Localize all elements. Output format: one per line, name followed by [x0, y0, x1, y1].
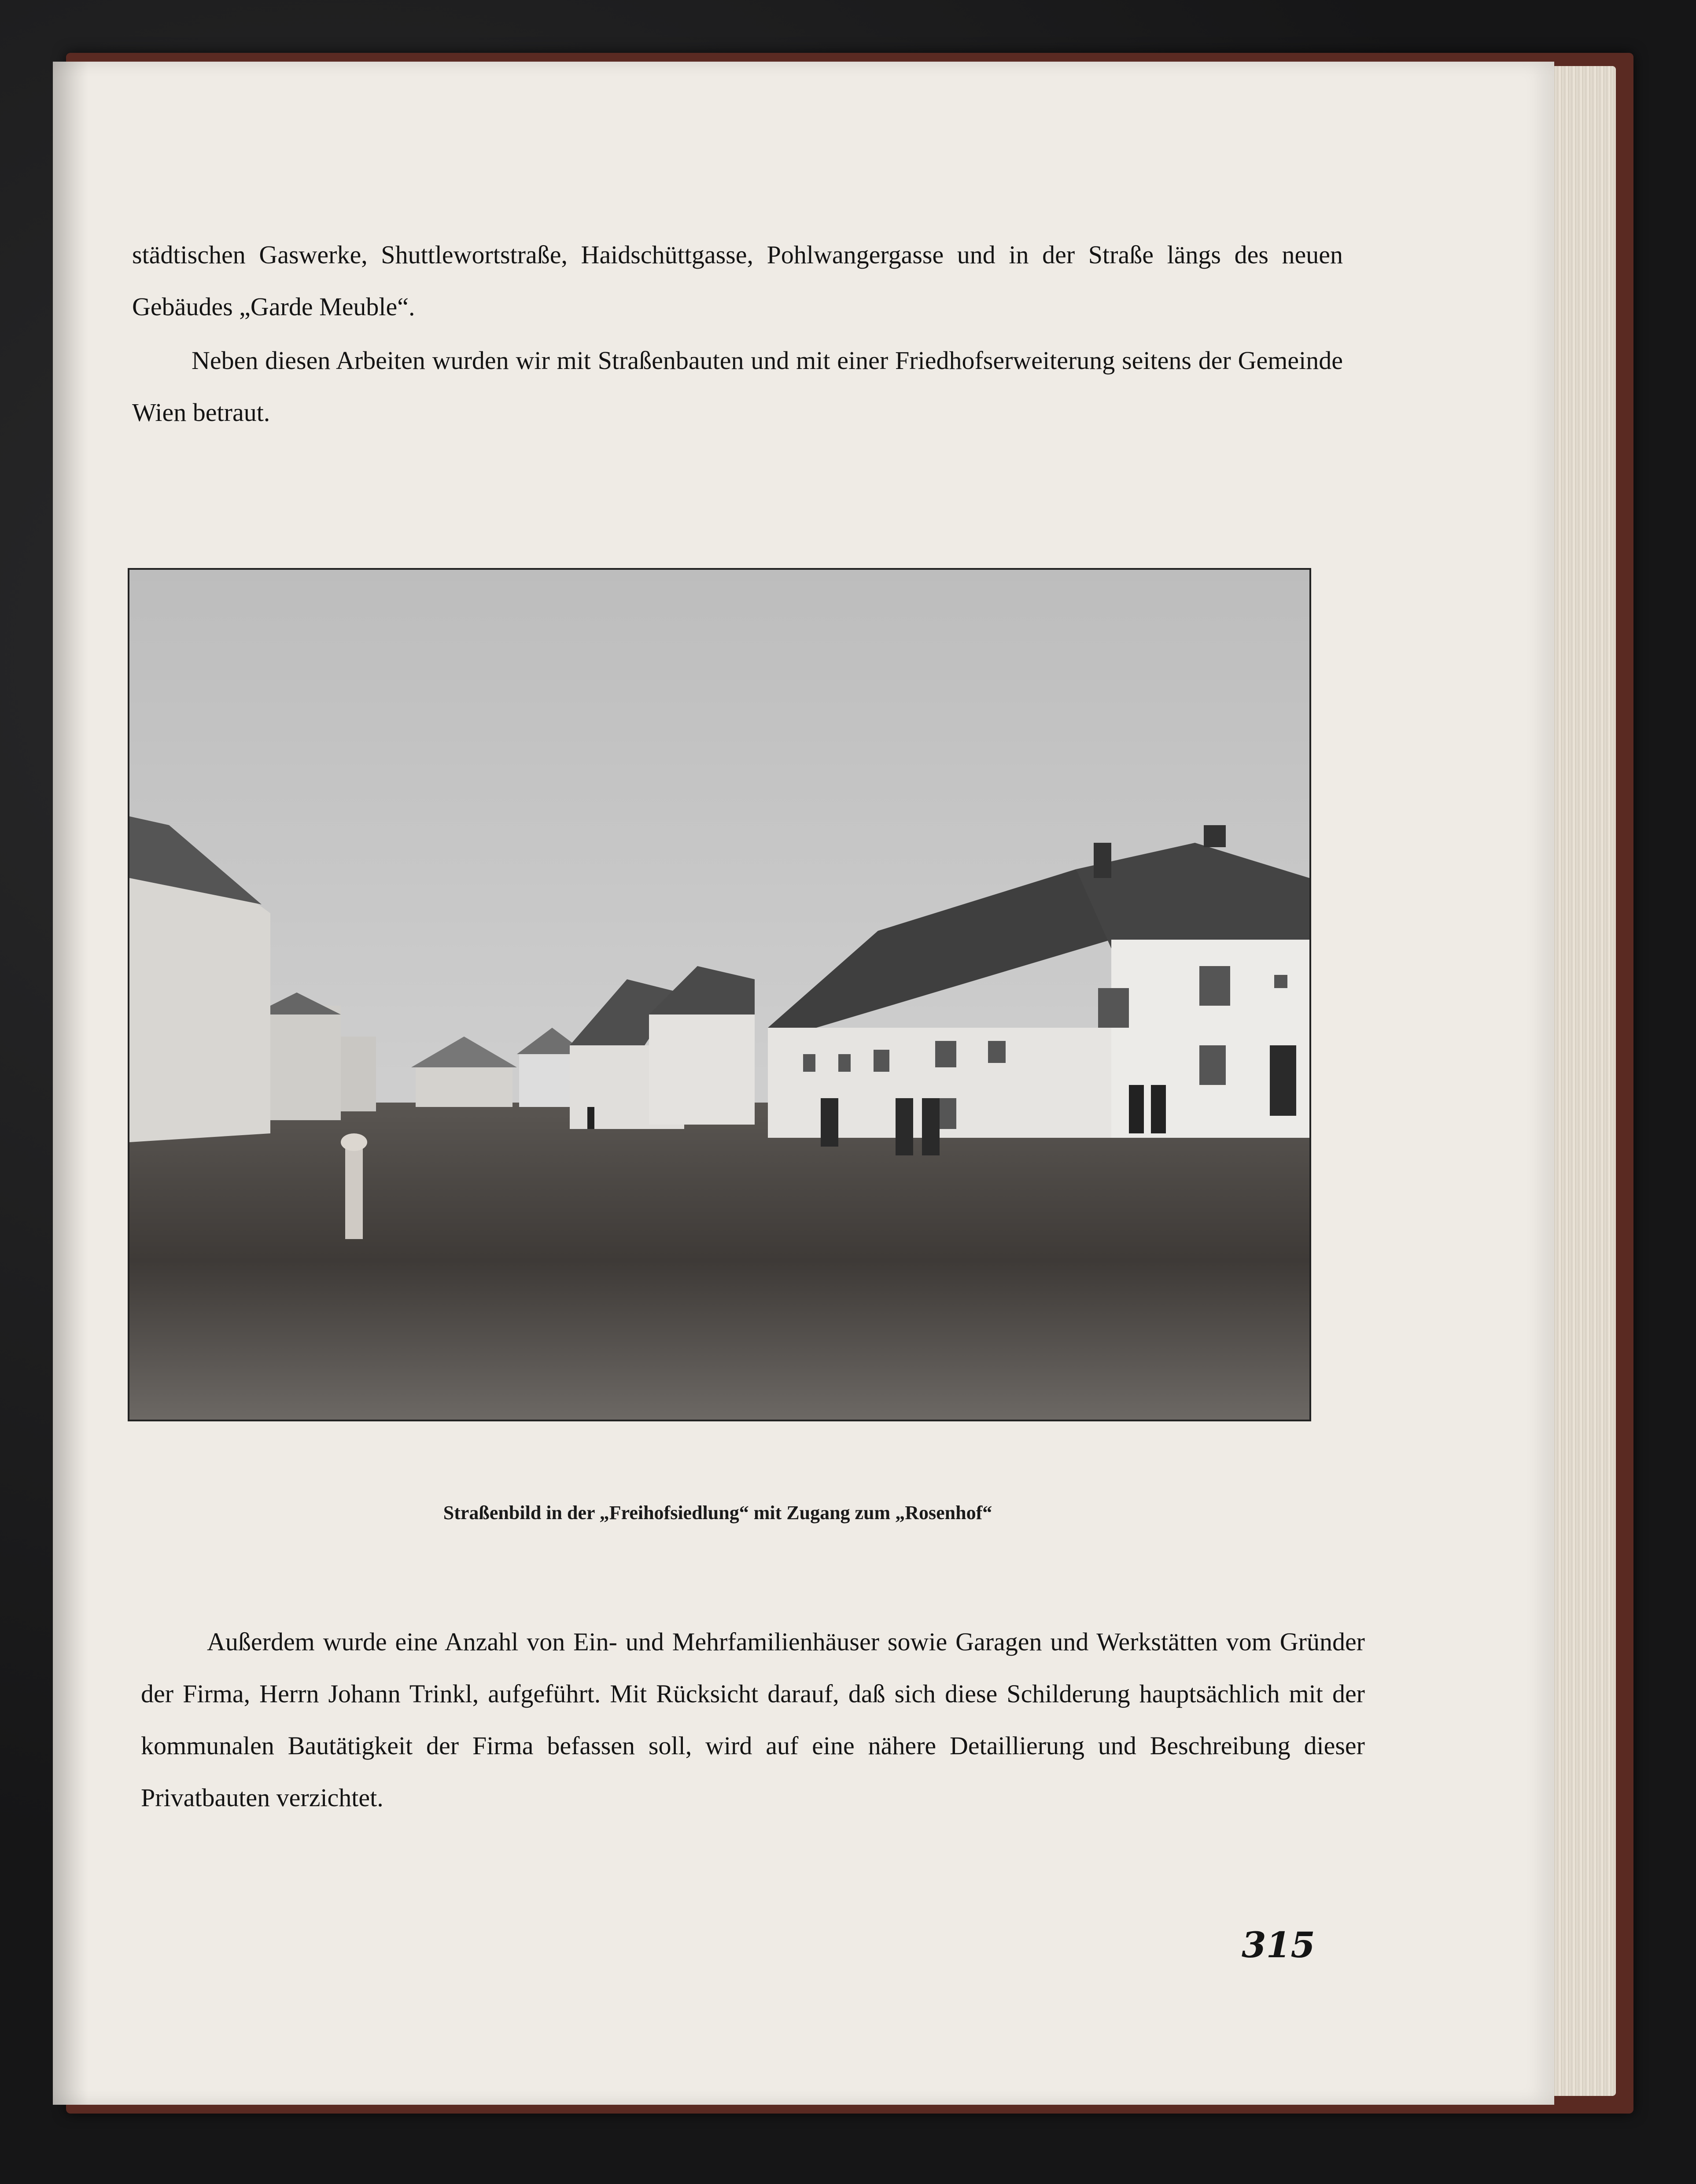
- street-photograph: [128, 568, 1311, 1421]
- paragraph-2: Neben diesen Arbeiten wurden wir mit Straßenbauten und mit einer Friedhofserweiterung seitens der Gemeinde Wien betraut.: [132, 346, 1343, 427]
- gutter-shadow: [53, 62, 88, 2105]
- paragraph-1: städtischen Gaswerke, Shuttlewortstraße, Haidschüttgasse, Pohlwangergasse und in der Straße längs des neuen Gebäudes „Garde Meuble“.: [132, 240, 1343, 321]
- paragraph-3: Außerdem wurde eine Anzahl von Ein- und Mehrfamilienhäuser sowie Garagen und Werkstätten vom Gründer der Firma, Herrn Johann Trinkl, aufgeführt. Mit Rücksicht darauf, daß sich diese Schilderung hauptsächlich mit der kommunalen Bautätigkeit der Firma befassen soll, wird auf eine nähere Detaillierung und Beschreibung dieser Privatbauten verzichtet.: [141, 1627, 1365, 1812]
- page-number: 315: [1242, 1924, 1315, 1966]
- book-page: [53, 62, 1554, 2105]
- photo-caption: Straßenbild in der „Freihofsiedlung“ mit Zugang zum „Rosenhof“: [443, 1502, 992, 1524]
